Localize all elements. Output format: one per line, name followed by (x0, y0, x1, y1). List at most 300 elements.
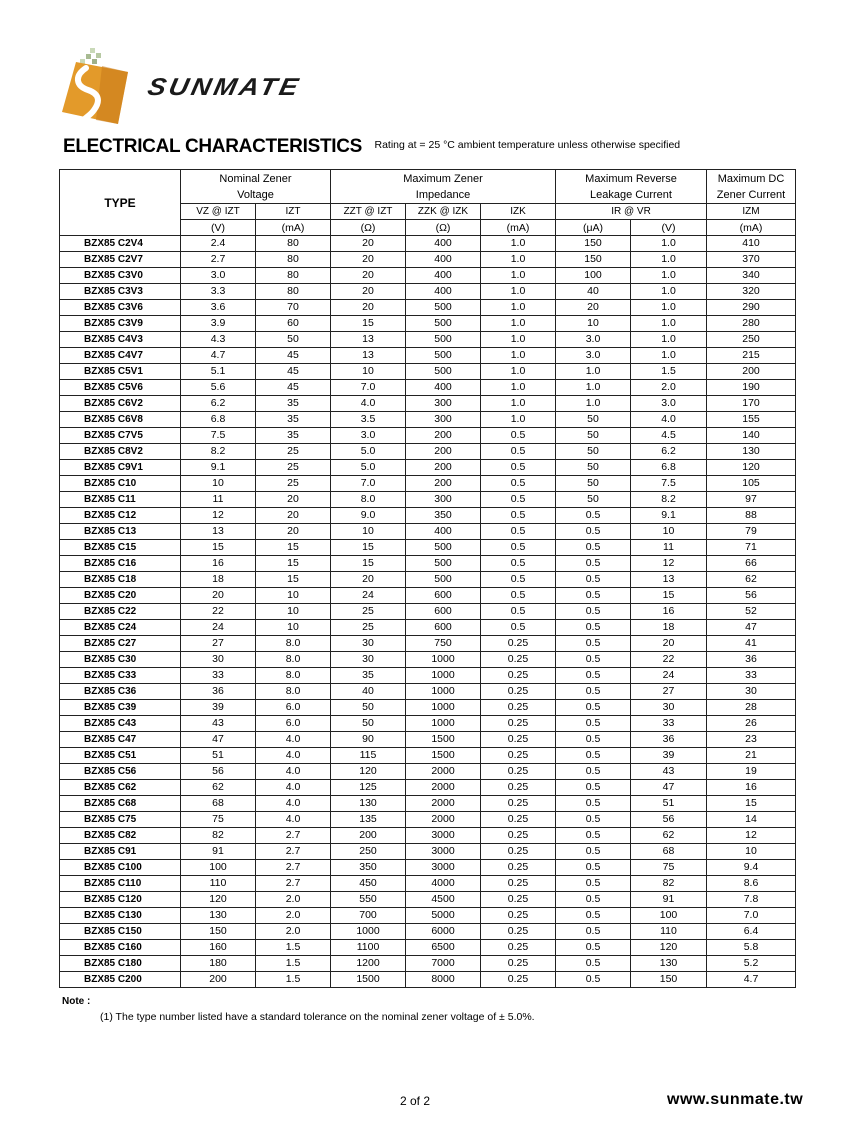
symbol-izt: IZT (256, 204, 331, 220)
cell-izm: 33 (707, 668, 796, 684)
cell-zzt: 550 (331, 892, 406, 908)
unit-cell: (mA) (256, 220, 331, 236)
cell-zzk: 400 (406, 524, 481, 540)
cell-izm: 105 (707, 476, 796, 492)
col-group-dc-current (707, 170, 796, 204)
cell-zzt: 10 (331, 524, 406, 540)
cell-vr: 56 (631, 812, 707, 828)
cell-vz: 2.4 (181, 236, 256, 252)
cell-vz: 120 (181, 892, 256, 908)
cell-izt: 4.0 (256, 748, 331, 764)
cell-vz: 3.0 (181, 268, 256, 284)
cell-vz: 100 (181, 860, 256, 876)
cell-izm: 215 (707, 348, 796, 364)
cell-zzt: 35 (331, 668, 406, 684)
cell-ir: 1.0 (556, 396, 631, 412)
website-link[interactable]: www.sunmate.tw (667, 1091, 804, 1108)
cell-vr: 7.5 (631, 476, 707, 492)
table-row (60, 636, 796, 652)
cell-type: BZX85 C120 (60, 892, 181, 908)
cell-ir: 3.0 (556, 348, 631, 364)
table-row (60, 556, 796, 572)
cell-izm: 340 (707, 268, 796, 284)
cell-vz: 130 (181, 908, 256, 924)
cell-vr: 1.0 (631, 332, 707, 348)
cell-vz: 30 (181, 652, 256, 668)
cell-izm: 23 (707, 732, 796, 748)
cell-izk: 0.25 (481, 924, 556, 940)
table-row (60, 524, 796, 540)
cell-vr: 33 (631, 716, 707, 732)
cell-izt: 25 (256, 460, 331, 476)
symbol-izm: IZM (707, 204, 796, 220)
cell-zzk: 2000 (406, 764, 481, 780)
note-label: Note : (62, 996, 91, 1007)
cell-zzt: 3.5 (331, 412, 406, 428)
group-label-line2: Zener Current (716, 188, 786, 201)
cell-zzk: 500 (406, 332, 481, 348)
cell-izt: 35 (256, 412, 331, 428)
cell-izt: 8.0 (256, 652, 331, 668)
cell-zzt: 13 (331, 348, 406, 364)
cell-vz: 68 (181, 796, 256, 812)
cell-vz: 180 (181, 956, 256, 972)
cell-izk: 1.0 (481, 268, 556, 284)
cell-vr: 20 (631, 636, 707, 652)
cell-ir: 0.5 (556, 588, 631, 604)
cell-izt: 20 (256, 508, 331, 524)
cell-zzk: 1500 (406, 748, 481, 764)
cell-ir: 0.5 (556, 540, 631, 556)
cell-vz: 20 (181, 588, 256, 604)
cell-type: BZX85 C68 (60, 796, 181, 812)
unit-cell: (V) (631, 220, 707, 236)
cell-zzt: 700 (331, 908, 406, 924)
cell-ir: 0.5 (556, 780, 631, 796)
cell-zzt: 8.0 (331, 492, 406, 508)
cell-zzk: 1500 (406, 732, 481, 748)
note-item: (1) The type number listed have a standard tolerance on the nominal zener voltage of ± 5.0%. (100, 1011, 535, 1023)
cell-zzt: 20 (331, 268, 406, 284)
cell-zzt: 30 (331, 636, 406, 652)
cell-izk: 0.5 (481, 524, 556, 540)
cell-type: BZX85 C39 (60, 700, 181, 716)
table-row (60, 892, 796, 908)
table-body (60, 236, 796, 988)
cell-vz: 43 (181, 716, 256, 732)
col-group-impedance (331, 170, 556, 204)
group-label-line1: Nominal Zener (219, 172, 292, 185)
cell-zzt: 25 (331, 620, 406, 636)
cell-ir: 0.5 (556, 508, 631, 524)
cell-ir: 10 (556, 316, 631, 332)
cell-izk: 1.0 (481, 364, 556, 380)
cell-izt: 4.0 (256, 812, 331, 828)
cell-zzt: 30 (331, 652, 406, 668)
table-row (60, 956, 796, 972)
cell-ir: 0.5 (556, 972, 631, 988)
col-header-type: TYPE (60, 170, 181, 236)
cell-izk: 1.0 (481, 252, 556, 268)
cell-vz: 33 (181, 668, 256, 684)
cell-vr: 6.2 (631, 444, 707, 460)
cell-izk: 0.25 (481, 908, 556, 924)
cell-izk: 0.25 (481, 748, 556, 764)
cell-ir: 0.5 (556, 652, 631, 668)
cell-vr: 24 (631, 668, 707, 684)
cell-zzt: 7.0 (331, 476, 406, 492)
cell-vz: 6.8 (181, 412, 256, 428)
table-row (60, 732, 796, 748)
cell-ir: 50 (556, 460, 631, 476)
cell-vr: 8.2 (631, 492, 707, 508)
cell-zzk: 400 (406, 380, 481, 396)
cell-izm: 120 (707, 460, 796, 476)
table-row (60, 348, 796, 364)
cell-izk: 0.25 (481, 876, 556, 892)
cell-ir: 150 (556, 252, 631, 268)
cell-type: BZX85 C5V6 (60, 380, 181, 396)
table-row (60, 716, 796, 732)
cell-ir: 0.5 (556, 940, 631, 956)
cell-ir: 100 (556, 268, 631, 284)
cell-zzk: 1000 (406, 668, 481, 684)
cell-izk: 0.5 (481, 428, 556, 444)
cell-vr: 1.0 (631, 316, 707, 332)
table-row (60, 540, 796, 556)
cell-type: BZX85 C9V1 (60, 460, 181, 476)
cell-izm: 26 (707, 716, 796, 732)
cell-ir: 0.5 (556, 684, 631, 700)
cell-zzt: 1100 (331, 940, 406, 956)
cell-ir: 0.5 (556, 524, 631, 540)
cell-izt: 2.0 (256, 908, 331, 924)
cell-zzk: 1000 (406, 700, 481, 716)
cell-izk: 0.25 (481, 764, 556, 780)
cell-ir: 150 (556, 236, 631, 252)
cell-izk: 0.25 (481, 956, 556, 972)
cell-izk: 1.0 (481, 284, 556, 300)
cell-izk: 1.0 (481, 300, 556, 316)
cell-vz: 8.2 (181, 444, 256, 460)
cell-izt: 25 (256, 444, 331, 460)
cell-vr: 1.0 (631, 236, 707, 252)
cell-vz: 110 (181, 876, 256, 892)
cell-izt: 8.0 (256, 684, 331, 700)
cell-vr: 4.5 (631, 428, 707, 444)
cell-zzk: 2000 (406, 780, 481, 796)
cell-zzt: 50 (331, 700, 406, 716)
cell-zzt: 20 (331, 236, 406, 252)
cell-zzk: 400 (406, 252, 481, 268)
cell-vr: 100 (631, 908, 707, 924)
cell-izt: 2.7 (256, 828, 331, 844)
cell-type: BZX85 C7V5 (60, 428, 181, 444)
cell-izm: 56 (707, 588, 796, 604)
cell-izk: 0.5 (481, 620, 556, 636)
symbol-zzt: ZZT @ IZT (331, 204, 406, 220)
cell-zzt: 15 (331, 316, 406, 332)
cell-zzt: 4.0 (331, 396, 406, 412)
table-row (60, 876, 796, 892)
cell-type: BZX85 C3V3 (60, 284, 181, 300)
cell-izm: 19 (707, 764, 796, 780)
cell-vr: 6.8 (631, 460, 707, 476)
cell-izk: 1.0 (481, 380, 556, 396)
cell-type: BZX85 C4V3 (60, 332, 181, 348)
table-row (60, 476, 796, 492)
cell-vz: 5.6 (181, 380, 256, 396)
cell-zzk: 750 (406, 636, 481, 652)
cell-zzt: 20 (331, 284, 406, 300)
cell-vz: 13 (181, 524, 256, 540)
cell-izm: 410 (707, 236, 796, 252)
cell-izm: 280 (707, 316, 796, 332)
cell-type: BZX85 C12 (60, 508, 181, 524)
cell-izt: 4.0 (256, 764, 331, 780)
cell-izm: 21 (707, 748, 796, 764)
cell-izm: 200 (707, 364, 796, 380)
cell-type: BZX85 C56 (60, 764, 181, 780)
cell-izk: 0.5 (481, 444, 556, 460)
table-row (60, 860, 796, 876)
cell-izt: 8.0 (256, 636, 331, 652)
cell-type: BZX85 C180 (60, 956, 181, 972)
cell-izm: 71 (707, 540, 796, 556)
cell-zzk: 5000 (406, 908, 481, 924)
cell-vz: 22 (181, 604, 256, 620)
cell-vz: 24 (181, 620, 256, 636)
cell-zzk: 200 (406, 444, 481, 460)
cell-vz: 160 (181, 940, 256, 956)
cell-zzk: 3000 (406, 860, 481, 876)
group-label-line2: Leakage Current (590, 188, 672, 201)
cell-vr: 1.5 (631, 364, 707, 380)
cell-izk: 1.0 (481, 236, 556, 252)
cell-ir: 0.5 (556, 828, 631, 844)
logo-wordmark: SUNMATE (145, 73, 304, 101)
table-row (60, 332, 796, 348)
cell-zzt: 20 (331, 572, 406, 588)
cell-vz: 91 (181, 844, 256, 860)
cell-izm: 5.8 (707, 940, 796, 956)
cell-zzk: 3000 (406, 844, 481, 860)
cell-izt: 80 (256, 268, 331, 284)
section-header (63, 136, 680, 158)
cell-izt: 15 (256, 556, 331, 572)
cell-izm: 7.0 (707, 908, 796, 924)
cell-vz: 47 (181, 732, 256, 748)
cell-zzk: 2000 (406, 812, 481, 828)
cell-ir: 1.0 (556, 380, 631, 396)
cell-zzt: 3.0 (331, 428, 406, 444)
cell-vr: 18 (631, 620, 707, 636)
cell-vr: 4.0 (631, 412, 707, 428)
cell-zzk: 500 (406, 556, 481, 572)
cell-izt: 20 (256, 524, 331, 540)
cell-ir: 20 (556, 300, 631, 316)
cell-izk: 0.5 (481, 556, 556, 572)
cell-ir: 0.5 (556, 636, 631, 652)
cell-ir: 0.5 (556, 924, 631, 940)
cell-zzk: 500 (406, 300, 481, 316)
cell-izm: 16 (707, 780, 796, 796)
cell-vz: 9.1 (181, 460, 256, 476)
cell-ir: 50 (556, 444, 631, 460)
cell-vz: 5.1 (181, 364, 256, 380)
cell-type: BZX85 C6V8 (60, 412, 181, 428)
cell-izt: 15 (256, 572, 331, 588)
cell-izm: 190 (707, 380, 796, 396)
cell-type: BZX85 C91 (60, 844, 181, 860)
cell-izk: 0.25 (481, 844, 556, 860)
cell-type: BZX85 C20 (60, 588, 181, 604)
cell-izm: 170 (707, 396, 796, 412)
table-row (60, 572, 796, 588)
cell-izm: 41 (707, 636, 796, 652)
cell-izm: 4.7 (707, 972, 796, 988)
cell-type: BZX85 C200 (60, 972, 181, 988)
cell-vz: 15 (181, 540, 256, 556)
unit-cell: (mA) (707, 220, 796, 236)
cell-zzk: 200 (406, 460, 481, 476)
cell-vz: 200 (181, 972, 256, 988)
cell-type: BZX85 C30 (60, 652, 181, 668)
cell-izk: 0.25 (481, 892, 556, 908)
table-row (60, 316, 796, 332)
cell-vr: 10 (631, 524, 707, 540)
cell-izm: 12 (707, 828, 796, 844)
cell-type: BZX85 C13 (60, 524, 181, 540)
cell-izt: 35 (256, 428, 331, 444)
cell-vr: 13 (631, 572, 707, 588)
cell-izt: 2.0 (256, 924, 331, 940)
symbol-vz: VZ @ IZT (181, 204, 256, 220)
cell-vz: 12 (181, 508, 256, 524)
cell-vz: 56 (181, 764, 256, 780)
cell-izk: 0.25 (481, 636, 556, 652)
cell-vr: 51 (631, 796, 707, 812)
cell-type: BZX85 C51 (60, 748, 181, 764)
cell-zzt: 450 (331, 876, 406, 892)
cell-zzk: 200 (406, 428, 481, 444)
cell-izm: 140 (707, 428, 796, 444)
cell-vz: 4.3 (181, 332, 256, 348)
group-label-line2: Impedance (415, 188, 471, 201)
company-logo (56, 44, 326, 124)
cell-vr: 75 (631, 860, 707, 876)
cell-izt: 4.0 (256, 796, 331, 812)
cell-type: BZX85 C3V6 (60, 300, 181, 316)
cell-vr: 12 (631, 556, 707, 572)
table-row (60, 460, 796, 476)
cell-zzk: 7000 (406, 956, 481, 972)
table-row (60, 748, 796, 764)
cell-type: BZX85 C6V2 (60, 396, 181, 412)
cell-type: BZX85 C75 (60, 812, 181, 828)
cell-vr: 47 (631, 780, 707, 796)
cell-ir: 0.5 (556, 604, 631, 620)
cell-type: BZX85 C15 (60, 540, 181, 556)
cell-type: BZX85 C10 (60, 476, 181, 492)
cell-izk: 0.25 (481, 972, 556, 988)
cell-izt: 25 (256, 476, 331, 492)
table-row (60, 380, 796, 396)
cell-vr: 11 (631, 540, 707, 556)
table-row (60, 236, 796, 252)
cell-izk: 0.5 (481, 604, 556, 620)
cell-izk: 0.25 (481, 796, 556, 812)
cell-izk: 0.25 (481, 684, 556, 700)
cell-zzk: 6000 (406, 924, 481, 940)
cell-ir: 0.5 (556, 908, 631, 924)
table-row (60, 588, 796, 604)
cell-vz: 62 (181, 780, 256, 796)
table-row (60, 412, 796, 428)
table-row (60, 284, 796, 300)
cell-zzk: 500 (406, 348, 481, 364)
cell-vz: 10 (181, 476, 256, 492)
cell-izm: 28 (707, 700, 796, 716)
cell-zzk: 350 (406, 508, 481, 524)
cell-izk: 1.0 (481, 412, 556, 428)
cell-zzt: 90 (331, 732, 406, 748)
group-label-line1: Maximum Zener (403, 172, 483, 185)
cell-zzt: 200 (331, 828, 406, 844)
logo-s-mark-icon (56, 44, 146, 124)
cell-type: BZX85 C16 (60, 556, 181, 572)
cell-izk: 0.25 (481, 668, 556, 684)
table-row (60, 364, 796, 380)
rating-conditions: Rating at = 25 °C ambient temperature unless otherwise specified (374, 139, 681, 151)
cell-zzk: 400 (406, 236, 481, 252)
cell-ir: 0.5 (556, 812, 631, 828)
cell-ir: 0.5 (556, 844, 631, 860)
cell-izt: 10 (256, 620, 331, 636)
cell-zzt: 1000 (331, 924, 406, 940)
cell-zzt: 9.0 (331, 508, 406, 524)
col-group-nominal-voltage (181, 170, 331, 204)
cell-ir: 0.5 (556, 748, 631, 764)
cell-zzt: 130 (331, 796, 406, 812)
cell-ir: 50 (556, 428, 631, 444)
group-label-line1: Maximum DC (717, 172, 785, 185)
cell-type: BZX85 C160 (60, 940, 181, 956)
cell-vr: 68 (631, 844, 707, 860)
cell-izk: 1.0 (481, 348, 556, 364)
cell-zzk: 600 (406, 604, 481, 620)
cell-vr: 1.0 (631, 268, 707, 284)
cell-izt: 2.0 (256, 892, 331, 908)
table-row (60, 668, 796, 684)
cell-izk: 0.25 (481, 780, 556, 796)
cell-izt: 50 (256, 332, 331, 348)
cell-izk: 1.0 (481, 332, 556, 348)
cell-vr: 82 (631, 876, 707, 892)
cell-izm: 88 (707, 508, 796, 524)
cell-izk: 0.25 (481, 812, 556, 828)
cell-zzk: 300 (406, 492, 481, 508)
cell-zzt: 24 (331, 588, 406, 604)
table-row (60, 620, 796, 636)
table-row (60, 796, 796, 812)
cell-zzk: 500 (406, 364, 481, 380)
cell-izk: 0.5 (481, 492, 556, 508)
cell-vr: 27 (631, 684, 707, 700)
cell-izm: 290 (707, 300, 796, 316)
cell-izk: 0.5 (481, 588, 556, 604)
cell-izt: 4.0 (256, 780, 331, 796)
